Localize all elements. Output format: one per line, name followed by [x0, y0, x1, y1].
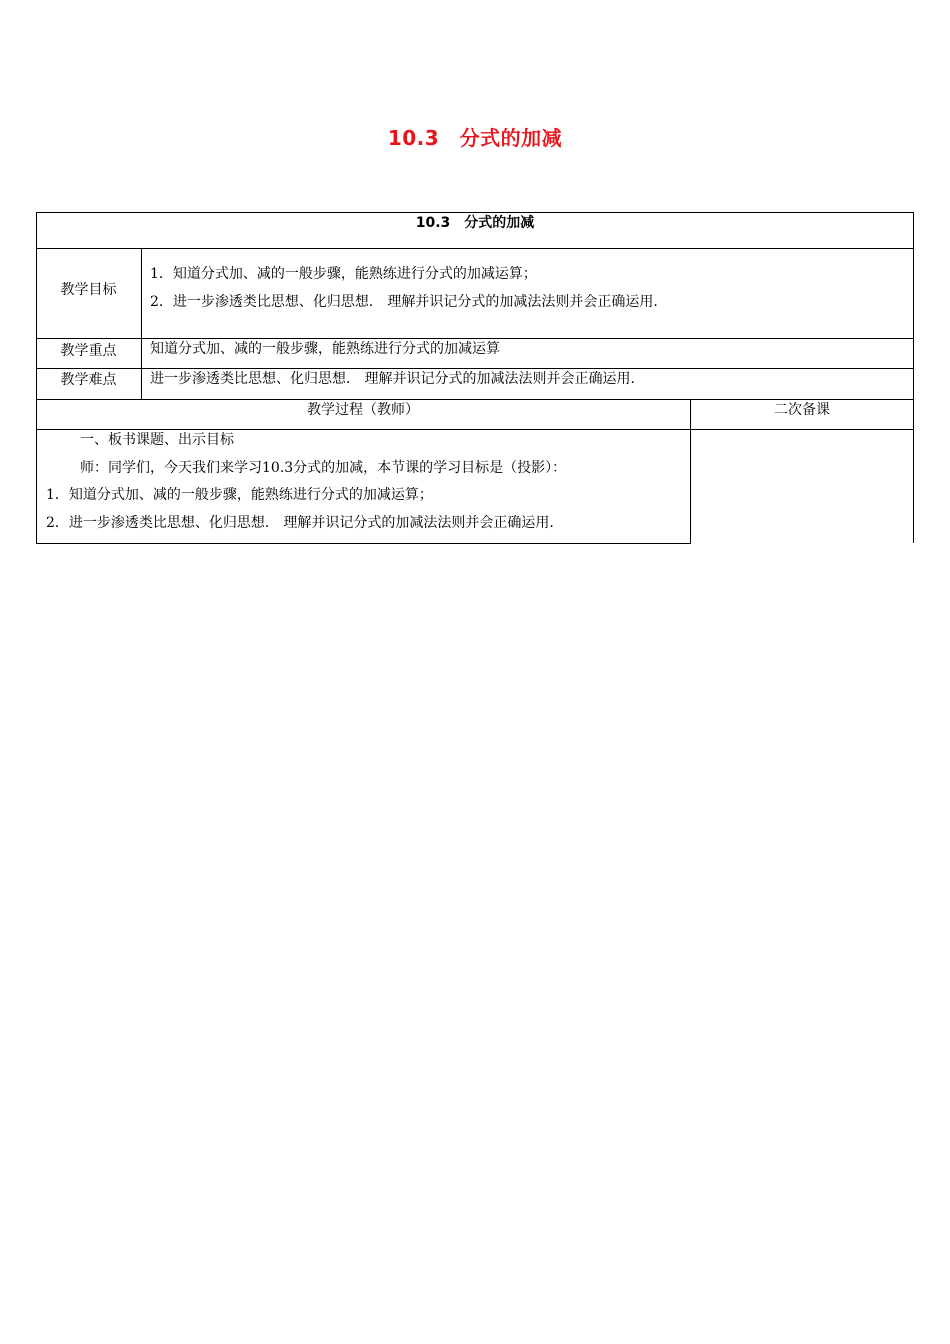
table-header: 10.3 分式的加减 — [415, 215, 535, 231]
difficulty-bottom-border — [36, 399, 914, 400]
goals-bottom-border — [36, 338, 914, 339]
table-right-border — [913, 212, 914, 543]
keypoint-text: 知道分式加、减的一般步骤，能熟练进行分式的加减运算 — [150, 341, 500, 357]
page-title: 10.3 分式的加减 — [387, 126, 563, 150]
secondary-prep-header: 二次备课 — [774, 402, 830, 418]
process-line-2: 师：同学们，今天我们来学习10.3分式的加减，本节课的学习目标是（投影）： — [80, 460, 567, 476]
table-header-bottom-border — [36, 248, 914, 249]
process-header-bottom-border — [36, 429, 914, 430]
process-line-3: 1．知道分式加、减的一般步骤，能熟练进行分式的加减运算； — [46, 487, 433, 503]
label-column-divider — [141, 248, 142, 399]
keypoint-label: 教学重点 — [60, 343, 117, 359]
goal-item-1: 1．知道分式加、减的一般步骤，能熟练进行分式的加减运算； — [150, 266, 537, 282]
table-top-border — [36, 212, 914, 213]
process-header: 教学过程（教师） — [307, 402, 419, 418]
process-line-4: 2．进一步渗透类比思想、化归思想． 理解并识记分式的加减法法则并会正确运用. — [46, 515, 554, 531]
process-line-1: 一、板书课题、出示目标 — [80, 432, 234, 448]
keypoint-bottom-border — [36, 368, 914, 369]
process-bottom-border — [36, 543, 690, 544]
difficulty-text: 进一步渗透类比思想、化归思想． 理解并识记分式的加减法法则并会正确运用. — [150, 371, 635, 387]
goals-label: 教学目标 — [60, 282, 117, 298]
difficulty-label: 教学难点 — [60, 372, 117, 388]
process-column-divider — [690, 399, 691, 544]
goal-item-2: 2．进一步渗透类比思想、化归思想． 理解并识记分式的加减法法则并会正确运用. — [150, 294, 658, 310]
